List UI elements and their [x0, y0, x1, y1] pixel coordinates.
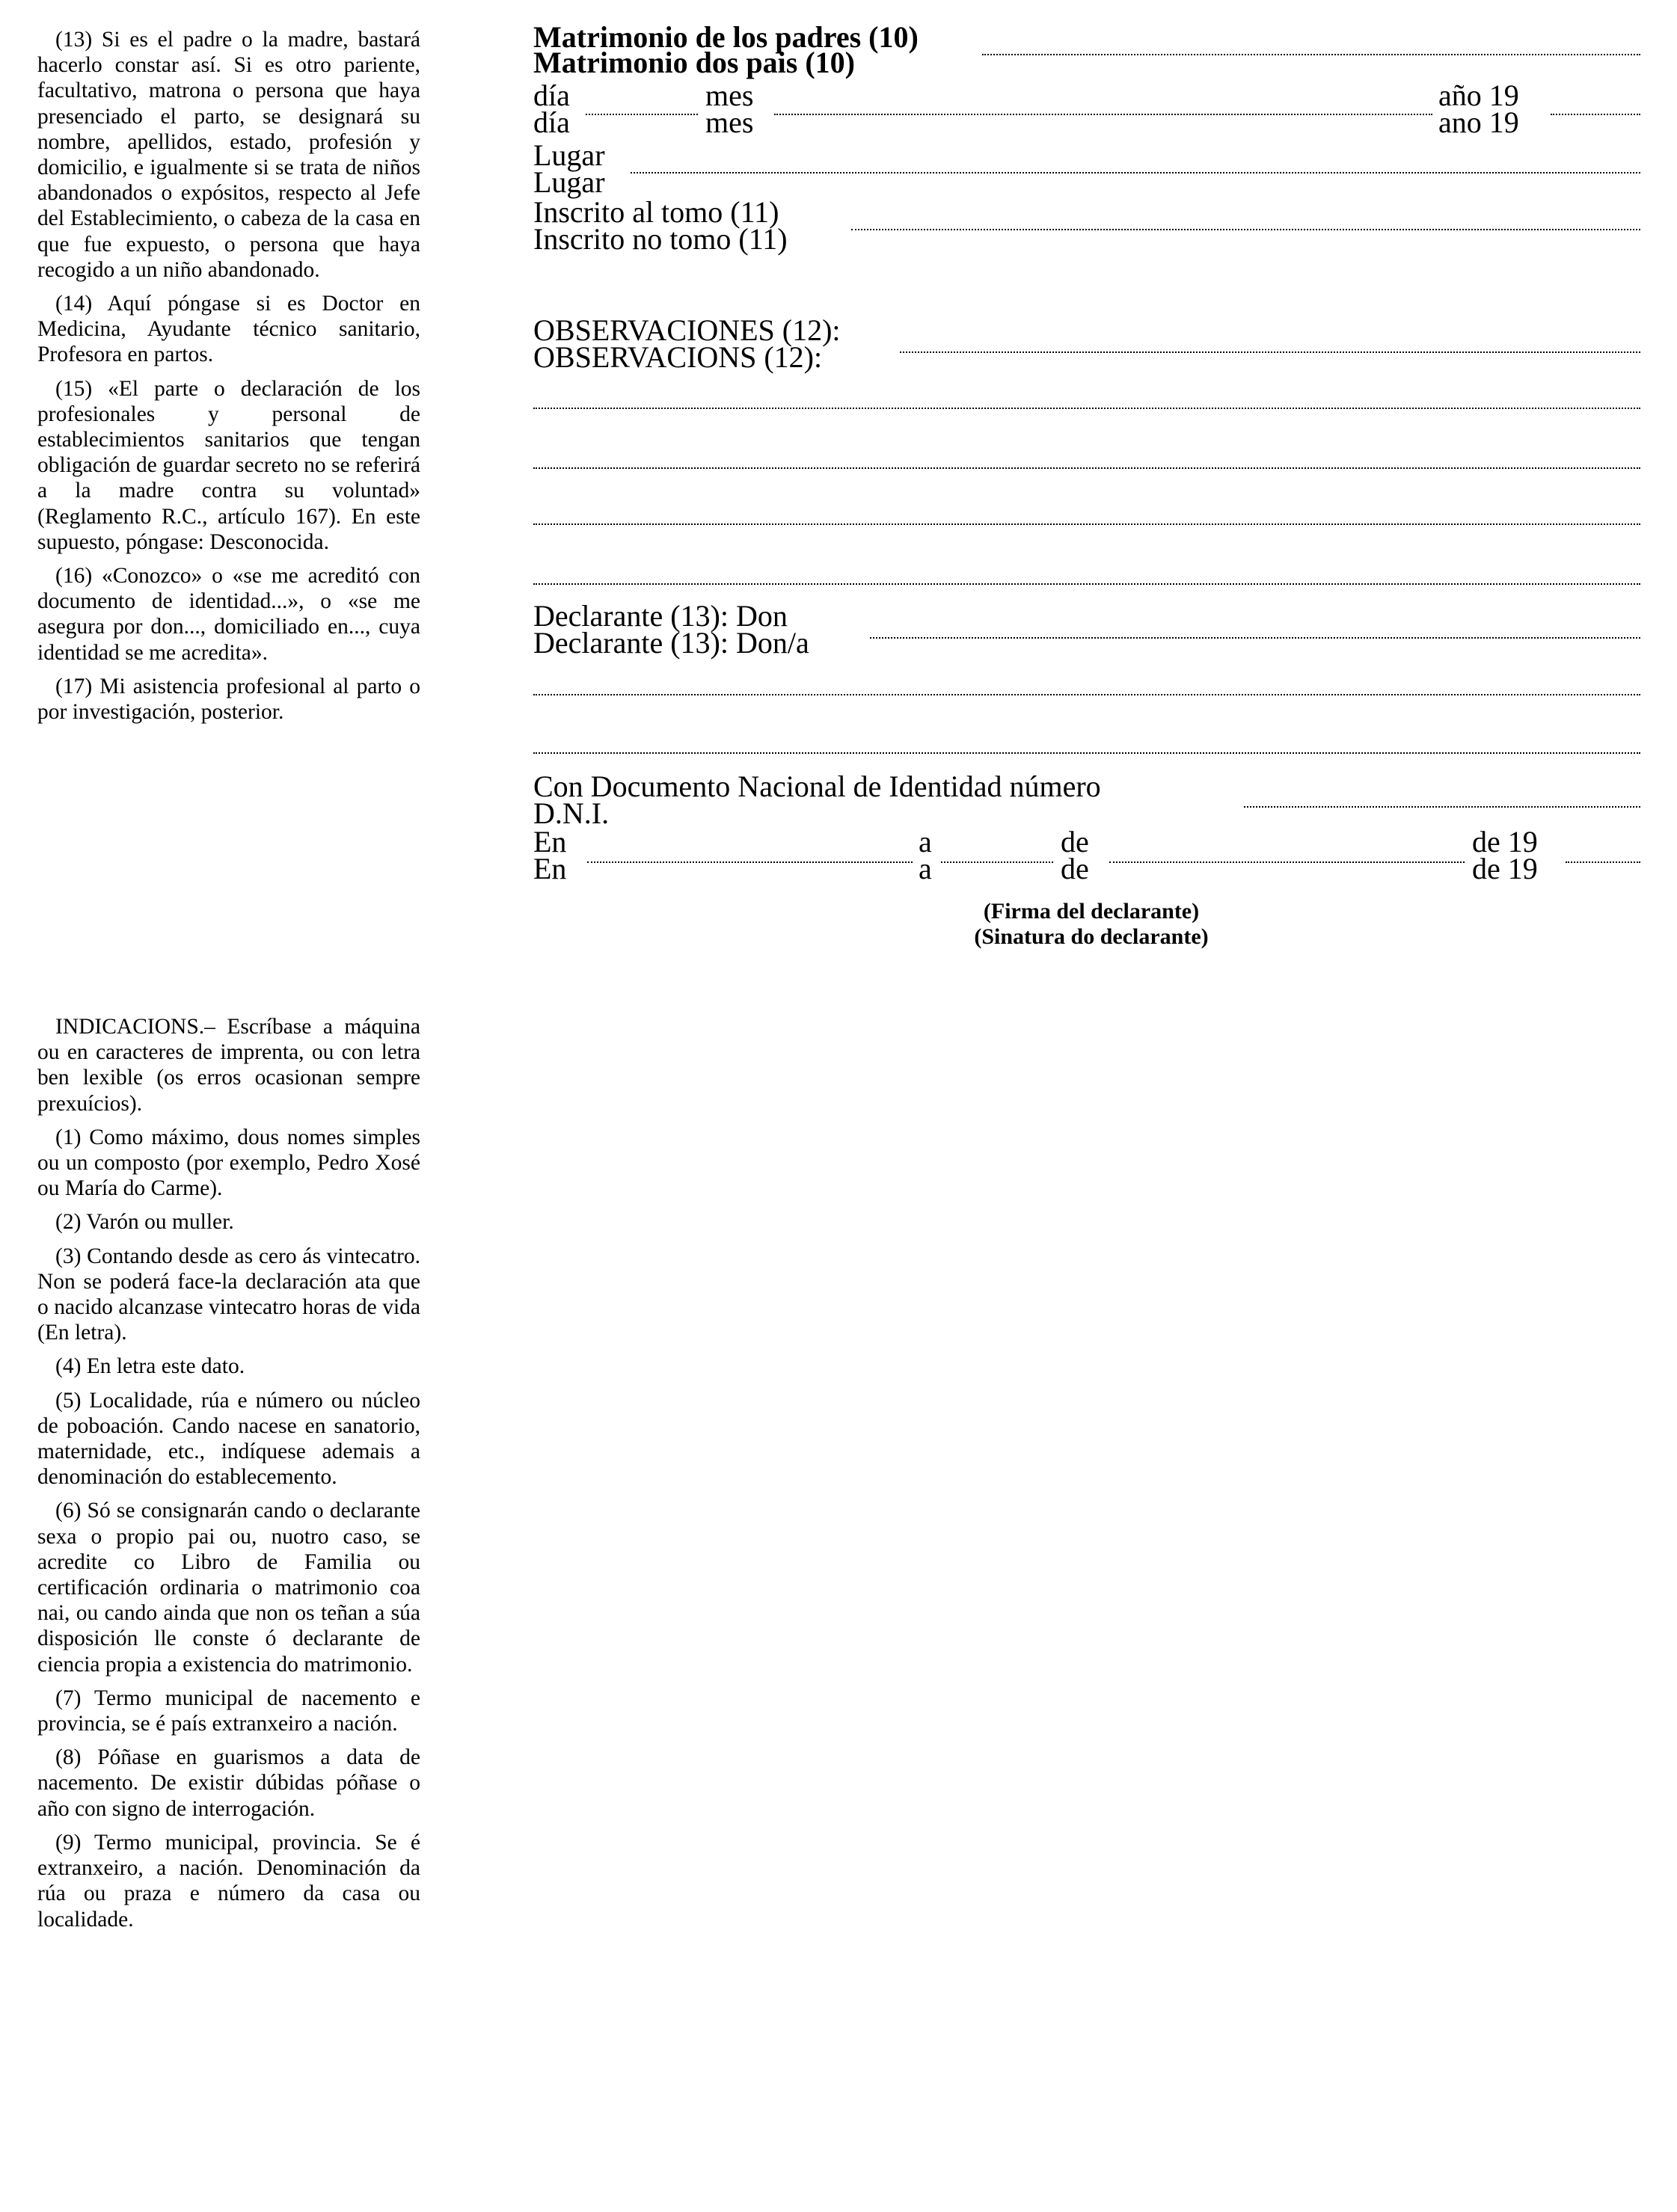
- lugar-label-es: Lugar: [533, 138, 605, 172]
- de19-field[interactable]: [1566, 861, 1640, 863]
- note-16: (16) «Conozco» o «se me acreditó con documento de identidad...», o «se me asegura por don..., domiciliado en..., cuya identidad se me acredita».: [37, 564, 420, 665]
- note-15: (15) «El parte o declaración de los profesionales y personal de establecimientos sanitarios que tengan obligación de guardar secreto no se referirá a la madre contra su voluntad» (Reglamento R.C., artículo 167). En este supuesto, póngase: Desconocida.: [37, 376, 420, 554]
- de19-label-gl: de 19: [1472, 852, 1538, 885]
- observaciones-label-gl: OBSERVACIONS (12):: [533, 340, 823, 374]
- de-label-gl: de: [1061, 852, 1089, 885]
- ano-label-es: año 19: [1438, 79, 1519, 112]
- lugar-field[interactable]: [631, 172, 1640, 173]
- de19-label-es: de 19: [1472, 825, 1538, 858]
- matrimonio-label-gl: Matrimonio dos pais (10): [533, 46, 855, 79]
- note-1: (1) Como máximo, dous nomes simples ou un composto (por exemplo, Pedro Xosé ou María do Carme).: [37, 1125, 420, 1201]
- observaciones-field-3[interactable]: [533, 467, 1640, 469]
- note-5: (5) Localidade, rúa e número ou núcleo de poboación. Cando nacese en sanatorio, maternidade, etc., indíquese ademais a denominación do establecemento.: [37, 1388, 420, 1490]
- note-4: (4) En letra este dato.: [55, 1354, 245, 1379]
- firma-label-es: (Firma del declarante): [983, 899, 1200, 924]
- en-label-gl: En: [533, 852, 567, 885]
- inscrito-field[interactable]: [851, 229, 1640, 230]
- declarante-label-es: Declarante (13): Don: [533, 599, 788, 633]
- firma-label-gl: (Sinatura do declarante): [974, 924, 1209, 949]
- note-17: (17) Mi asistencia profesional al parto o por investigación, posterior.: [37, 674, 420, 725]
- ano-label-gl: ano 19: [1438, 105, 1519, 139]
- inscrito-label-gl: Inscrito no tomo (11): [533, 222, 788, 256]
- lugar-label-gl: Lugar: [533, 165, 605, 199]
- mes-label-gl: mes: [705, 105, 754, 139]
- observaciones-field-4[interactable]: [533, 523, 1640, 525]
- de-label-es: de: [1061, 825, 1089, 858]
- dni-label-es: Con Documento Nacional de Identidad número: [533, 769, 1101, 803]
- observaciones-field-1[interactable]: [900, 351, 1640, 353]
- a-label-es: a: [919, 825, 932, 858]
- dia-field[interactable]: [586, 114, 698, 115]
- inscrito-label-es: Inscrito al tomo (11): [533, 195, 779, 229]
- notes-top: [37, 27, 420, 733]
- observaciones-field-2[interactable]: [533, 408, 1640, 409]
- observaciones-field-5[interactable]: [533, 583, 1640, 585]
- dni-label-gl: D.N.I.: [533, 796, 610, 830]
- note-13: (13) Si es el padre o la madre, bastará hacerlo constar así. Si es otro pariente, facultativo, matrona o persona que haya presenciado el parto, se designará su nombre, apellidos, estado, profesión y domicilio, e igualmente si se trata de niños abandonados o expósitos, respecto al Jefe del Establecimiento, o cabeza de la casa en que fue expuesto, o persona que haya recogido a un niño abandonado.: [37, 28, 420, 282]
- note-14: (14) Aquí póngase si es Doctor en Medicina, Ayudante técnico sanitario, Profesora en partos.: [37, 292, 420, 367]
- dia-label-es: día: [533, 79, 570, 112]
- note-9: (9) Termo municipal, provincia. Se é extranxeiro, a nación. Denominación da rúa ou praza e número da casa ou localidade.: [37, 1830, 420, 1932]
- matrimonio-label-es: Matrimonio de los padres (10): [533, 20, 919, 54]
- note-indicacions: INDICACIONS.– Escríbase a máquina ou en caracteres de imprenta, ou con letra ben lexible (os erros ocasionan sempre prexuícios).: [37, 1015, 420, 1116]
- declarante-field-2[interactable]: [533, 694, 1640, 695]
- note-6: (6) Só se consignarán cando o declarante sexa o propio pai ou, nuotro caso, se acredite co Libro de Familia ou certificación ordinaria o matrimonio coa nai, ou cando ainda que non os teñan a súa disposición lle conste ó declarante de ciencia propia a existencia do matrimonio.: [37, 1499, 420, 1677]
- a-field[interactable]: [941, 861, 1053, 863]
- en-field[interactable]: [587, 861, 913, 863]
- note-7: (7) Termo municipal de nacemento e provincia, se é país extranxeiro a nación.: [37, 1686, 420, 1736]
- mes-label-es: mes: [705, 79, 754, 112]
- declarante-field-3[interactable]: [533, 752, 1640, 754]
- note-3: (3) Contando desde as cero ás vintecatro. Non se poderá face-la declaración ata que o nacido alcanzase vintecatro horas de vida (En letra).: [37, 1244, 420, 1345]
- declarante-label-gl: Declarante (13): Don/a: [533, 626, 809, 660]
- declarante-field-1[interactable]: [870, 637, 1640, 639]
- dia-label-gl: día: [533, 105, 570, 139]
- note-2: (2) Varón ou muller.: [55, 1210, 234, 1235]
- notes-bottom: [37, 1014, 420, 1941]
- a-label-gl: a: [919, 852, 932, 885]
- de-field[interactable]: [1109, 861, 1465, 863]
- note-8: (8) Póñase en guarismos a data de nacemento. De existir dúbidas póñase o año con signo de interrogación.: [37, 1745, 420, 1821]
- mes-field[interactable]: [774, 114, 1432, 115]
- en-label-es: En: [533, 825, 567, 858]
- observaciones-label-es: OBSERVACIONES (12):: [533, 313, 841, 347]
- dni-field[interactable]: [1244, 806, 1640, 808]
- ano-field[interactable]: [1551, 114, 1640, 115]
- matrimonio-field[interactable]: [982, 54, 1640, 55]
